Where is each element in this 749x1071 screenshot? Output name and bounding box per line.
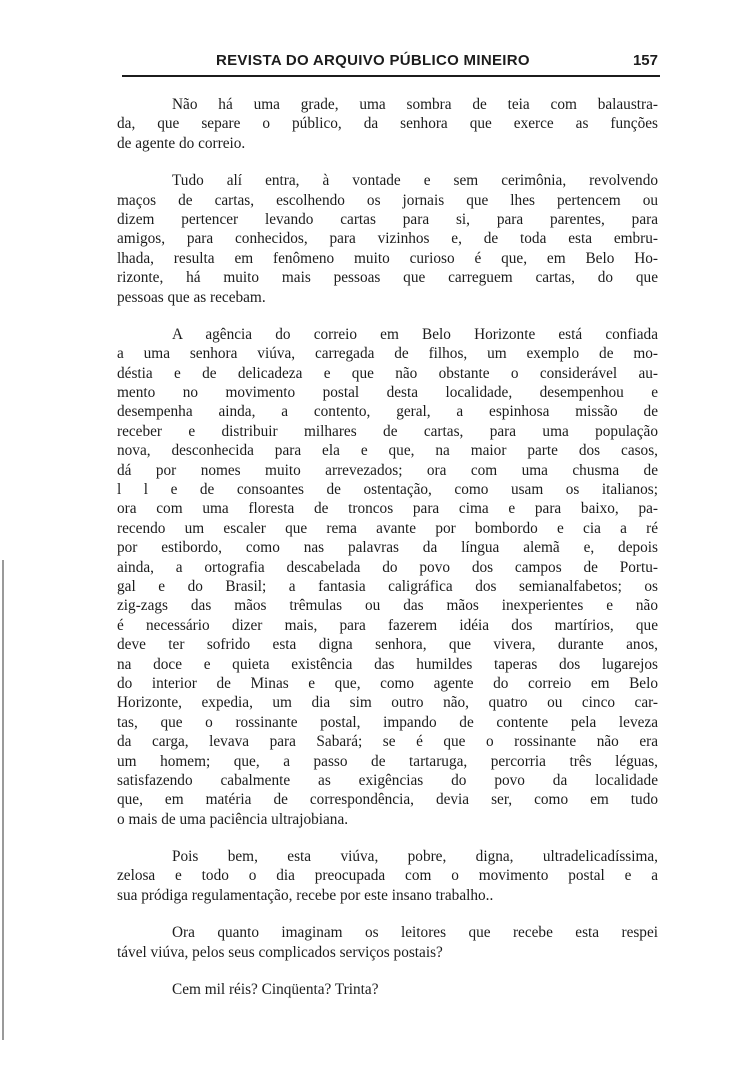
text-line: ora com uma floresta de troncos para cima e para baixo, pa-: [117, 500, 658, 518]
paragraph: [117, 847, 658, 905]
text-line: por estibordo, como nas palavras da língua alemã e, depois: [117, 539, 658, 557]
text-line: A agência do correio em Belo Horizonte está confiada: [172, 325, 658, 343]
text-line: recendo um escaler que rema avante por bombordo e cia a ré: [117, 519, 658, 537]
text-line: gal e do Brasil; a fantasia caligráfica dos semianalfabetos; os: [117, 577, 658, 595]
journal-title: REVISTA DO ARQUIVO PÚBLICO MINEIRO: [216, 52, 530, 69]
page-edge-shadow: [2, 560, 4, 1040]
running-header: [122, 52, 660, 78]
body-text: [117, 95, 658, 1017]
text-line: receber e distribuir milhares de cartas, para uma população: [117, 422, 658, 440]
text-line: zig-zags das mãos trêmulas ou das mãos inexperientes e não: [117, 597, 658, 615]
text-line: na doce e quieta existência das humildes taperas dos lugarejos: [117, 655, 658, 673]
text-line: Horizonte, expedia, um dia sim outro não, quatro ou cinco car-: [117, 694, 658, 712]
paragraph: [117, 923, 658, 962]
text-line: dizem pertencer levando cartas para si, para parentes, para: [117, 210, 658, 228]
text-line: tas, que o rossinante postal, impando de contente pela leveza: [117, 713, 658, 731]
header-rule: [122, 75, 660, 77]
paragraph: [117, 325, 658, 829]
text-line: da, que separe o público, da senhora que exerce as funções: [117, 115, 658, 133]
text-line: da carga, levava para Sabará; se é que o rossinante não era: [117, 733, 658, 751]
text-line: Não há uma grade, uma sombra de teia com balaustra-: [172, 96, 658, 113]
text-line: déstia e de delicadeza e que não obstante o considerável au-: [117, 364, 658, 382]
text-line: um homem; que, a passo de tartaruga, percorria três léguas,: [117, 752, 658, 770]
text-line: maços de cartas, escolhendo os jornais que lhes pertencem ou: [117, 191, 658, 209]
text-line: que, em matéria de correspondência, devia ser, como em tudo: [117, 791, 658, 809]
text-line: pessoas que as recebam.: [117, 288, 266, 306]
text-line: rizonte, há muito mais pessoas que carreguem cartas, do que: [117, 269, 658, 287]
paragraph: [117, 980, 658, 999]
paragraph: [117, 171, 658, 307]
text-line: desempenha ainda, a contento, geral, a espinhosa missão de: [117, 403, 658, 421]
text-line: mento no movimento postal desta localidade, desempenhou e: [117, 384, 658, 402]
text-line: ainda, a ortografia descabelada do povo dos campos de Portu-: [117, 558, 658, 576]
page-number: 157: [632, 52, 658, 69]
text-line: nova, desconhecida para ela e que, na maior parte dos casos,: [117, 442, 658, 460]
text-line: é necessário dizer mais, para fazerem idéia dos martírios, que: [117, 616, 658, 634]
text-line: Ora quanto imaginam os leitores que recebe esta respei: [172, 924, 658, 942]
text-line: sua pródiga regulamentação, recebe por este insano trabalho..: [117, 886, 494, 904]
text-line: a uma senhora viúva, carregada de filhos, um exemplo de mo-: [117, 345, 658, 363]
text-line: lhada, resulta em fenômeno muito curioso é que, em Belo Ho-: [117, 249, 658, 267]
text-line: o mais de uma paciência ultrajobiana.: [117, 810, 349, 828]
text-line: deve ter sofrido esta digna senhora, que vivera, durante anos,: [117, 636, 658, 654]
text-line: Cem mil réis? Cinqüenta? Trinta?: [172, 981, 379, 999]
text-line: l l e de consoantes de ostentação, como usam os italianos;: [117, 481, 658, 499]
text-line: do interior de Minas e que, como agente do correio em Belo: [117, 674, 658, 692]
text-line: amigos, para conhecidos, para vizinhos e, de toda esta embru-: [117, 230, 658, 248]
text-line: dá por nomes muito arrevezados; ora com uma chusma de: [117, 461, 658, 479]
text-line: Pois bem, esta viúva, pobre, digna, ultradelicadíssima,: [172, 848, 658, 866]
text-line: Tudo alí entra, à vontade e sem cerimônia, revolvendo: [172, 172, 658, 190]
text-line: satisfazendo cabalmente as exigências do povo da localidade: [117, 771, 658, 789]
text-line: tável viúva, pelos seus complicados serviços postais?: [117, 943, 443, 961]
text-line: zelosa e todo o dia preocupada com o movimento postal e a: [117, 867, 658, 885]
text-line: de agente do correio.: [117, 134, 246, 152]
paragraph: [117, 95, 658, 153]
